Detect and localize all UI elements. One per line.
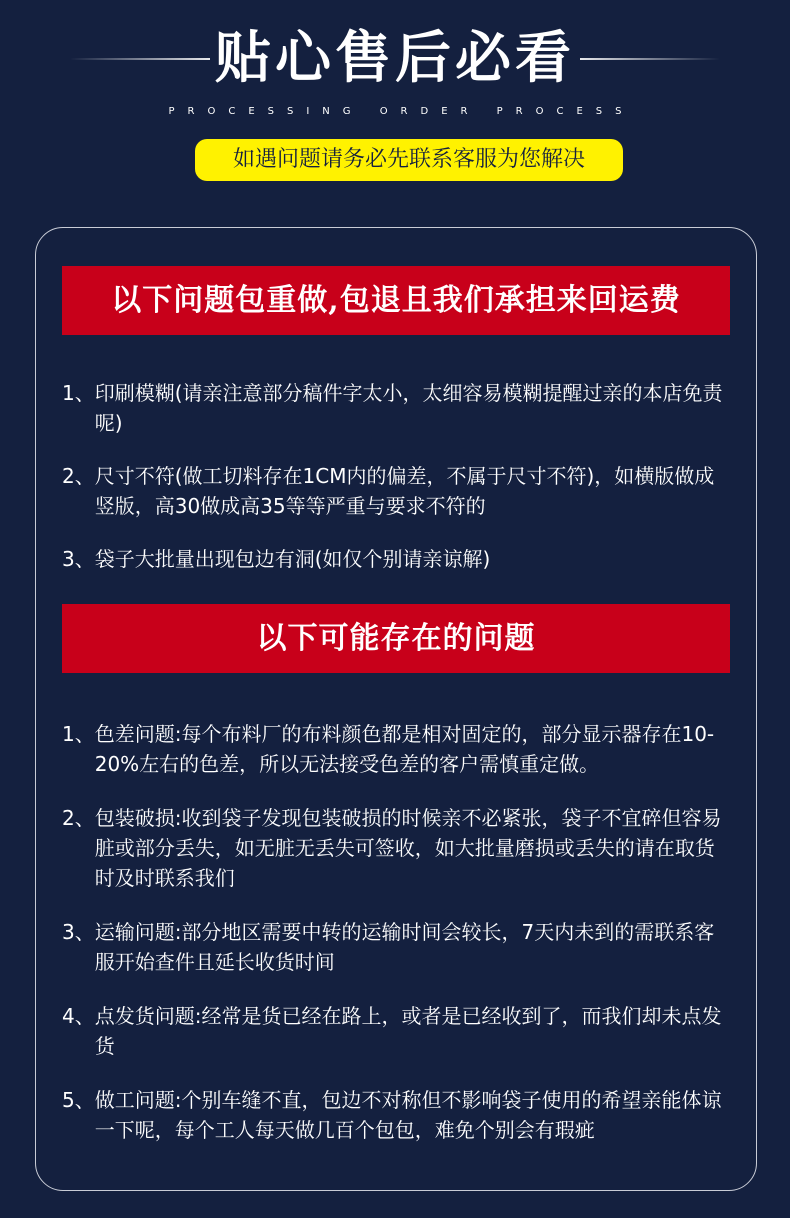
list-item <box>62 1001 732 1061</box>
page-title: 贴心售后必看 <box>215 25 575 91</box>
list-item-number: 3、 <box>62 920 95 944</box>
page-subtitle-en: PROCESSING ORDER PROCESS <box>168 106 635 117</box>
list-item-number: 5、 <box>62 1088 95 1112</box>
list-item-text: 点发货问题:经常是货已经在路上，或者是已经收到了，而我们却未点发货 <box>94 1004 722 1058</box>
list-item-text: 袋子大批量出现包边有洞(如仅个别请亲谅解) <box>94 547 491 571</box>
list-item <box>62 378 732 438</box>
list-item-number: 2、 <box>62 806 95 830</box>
list-item <box>62 1085 732 1145</box>
list-item <box>62 719 732 779</box>
customer-service-notice: 如遇问题请务必先联系客服为您解决 <box>195 139 623 181</box>
section-heading-possible-issues: 以下可能存在的问题 <box>62 604 730 673</box>
list-item-text: 色差问题:每个布料厂的布料颜色都是相对固定的，部分显示器存在10-20%左右的色差，所以无法接受色差的客户需慎重定做。 <box>94 722 715 776</box>
section-heading-guaranteed-remake: 以下问题包重做,包退且我们承担来回运费 <box>62 266 730 335</box>
list-item-number: 2、 <box>62 464 95 488</box>
list-item-text: 运输问题:部分地区需要中转的运输时间会较长，7天内未到的需联系客服开始查件且延长收货时间 <box>94 920 715 974</box>
list-item-text: 印刷模糊(请亲注意部分稿件字太小，太细容易模糊提醒过亲的本店免责呢) <box>94 381 723 435</box>
guaranteed-remake-list <box>62 378 732 574</box>
list-item-text: 尺寸不符(做工切料存在1CM内的偏差，不属于尺寸不符)，如横版做成竖版，高30做成高35等等严重与要求不符的 <box>94 464 715 518</box>
list-item-number: 3、 <box>62 547 95 571</box>
list-item-number: 1、 <box>62 722 95 746</box>
possible-issues-list <box>62 719 732 1145</box>
list-item-text: 做工问题:个别车缝不直，包边不对称但不影响袋子使用的希望亲能体谅一下呢，每个工人每天做几百个包包，难免个别会有瑕疵 <box>94 1088 722 1142</box>
title-wrap <box>0 22 790 94</box>
list-item <box>62 803 732 893</box>
header <box>0 0 790 200</box>
list-item <box>62 917 732 977</box>
list-item-text: 包装破损:收到袋子发现包装破损的时候亲不必紧张，袋子不宜碎但容易脏或部分丢失，如无脏无丢失可签收，如大批量磨损或丢失的请在取货时及时联系我们 <box>94 806 722 890</box>
list-item <box>62 461 732 521</box>
list-item <box>62 544 732 574</box>
list-item-number: 4、 <box>62 1004 95 1028</box>
list-item-number: 1、 <box>62 381 95 405</box>
